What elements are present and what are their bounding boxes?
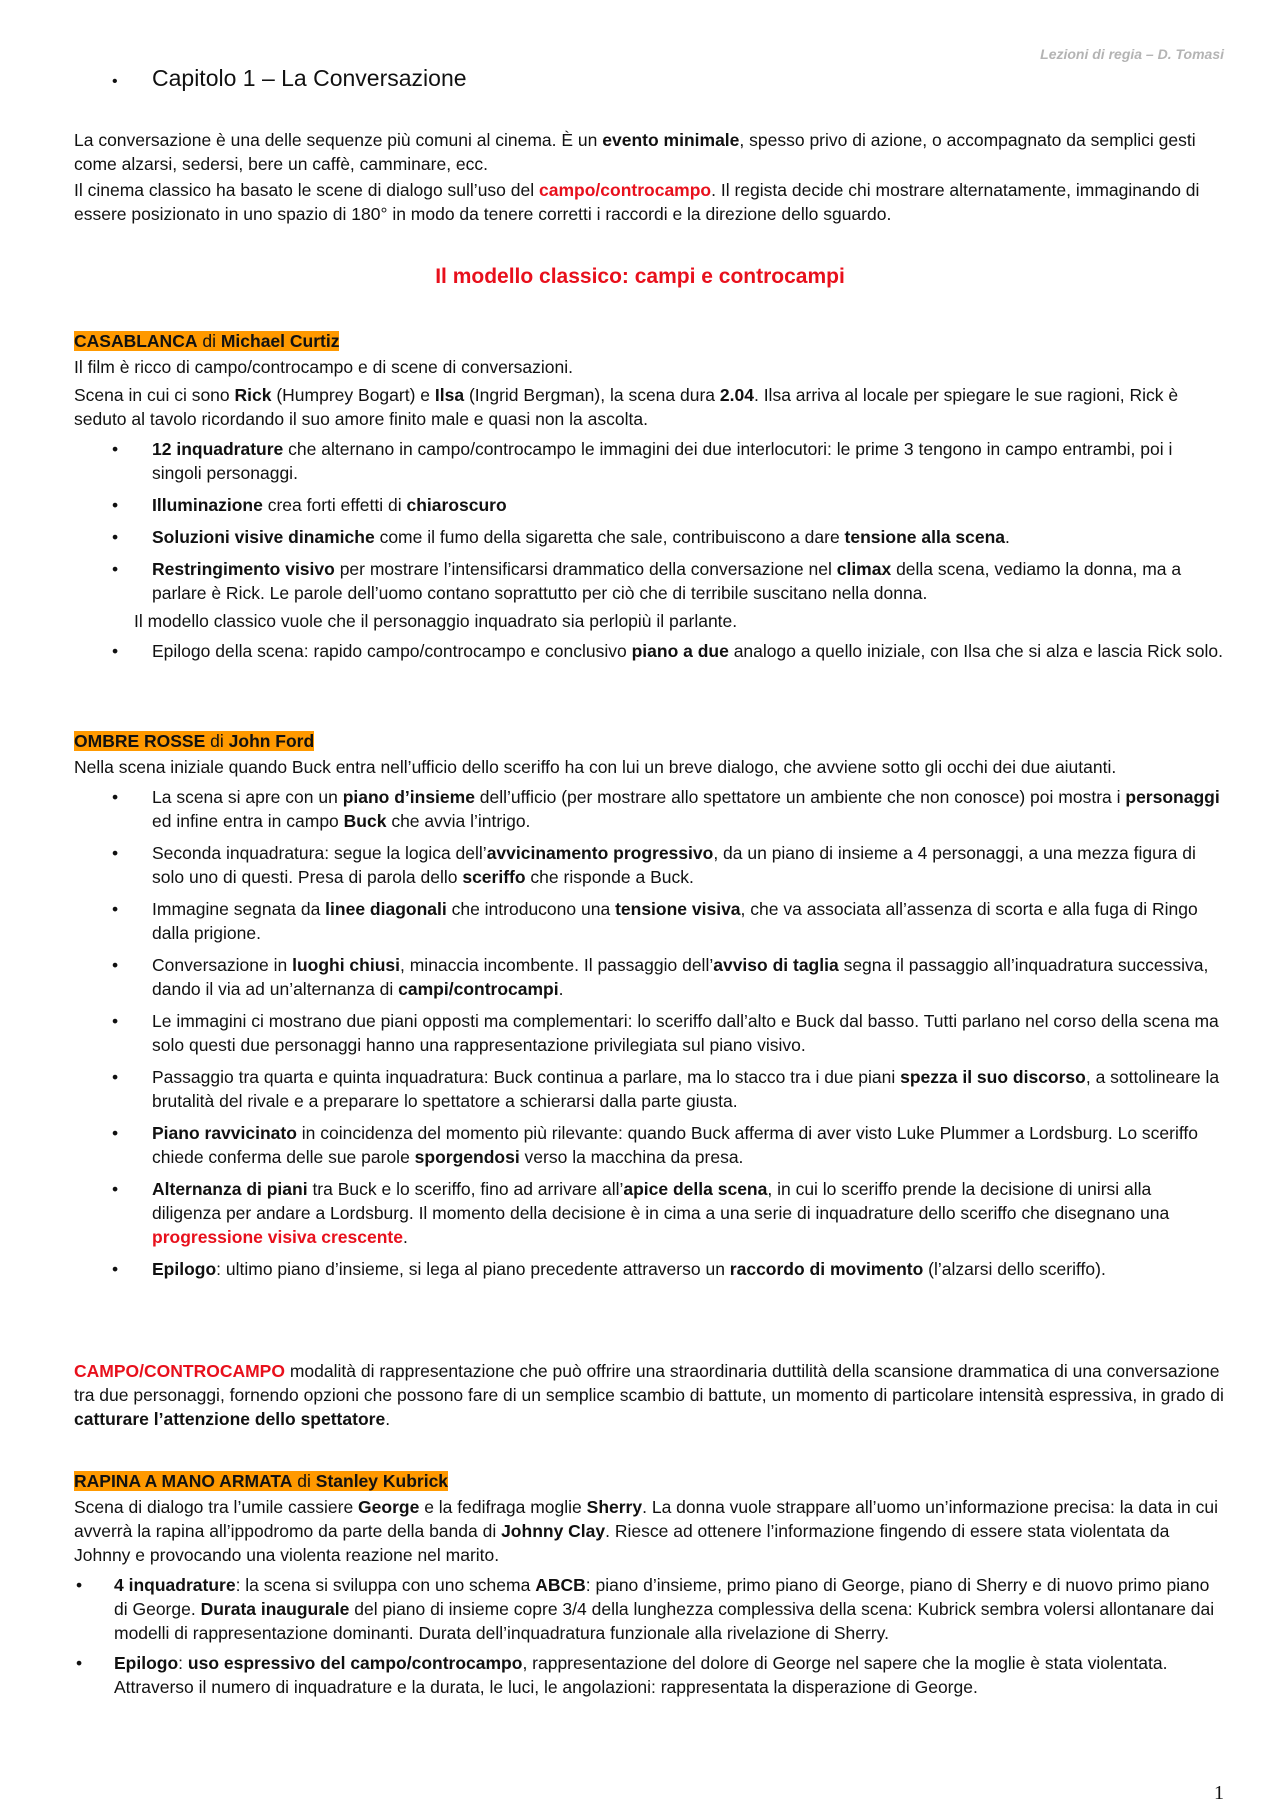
text-run: , spesso privo di azione, o accompagnato da semplici gesti come alzarsi, sedersi, bere un caffè, camminare, ecc. [74, 130, 1196, 174]
list-item [74, 525, 1224, 549]
text-run: John Ford [228, 731, 315, 751]
text-run: Nella scena iniziale quando Buck entra nell’ufficio dello sceriffo ha con lui un breve dialogo, che avviene sotto gli occhi dei due aiutanti. [74, 757, 1117, 777]
text-run: Michael Curtiz [220, 331, 340, 351]
list-item-text: ABCB [535, 1575, 586, 1595]
text-run: . Riesce ad ottenere l’informazione fingendo di essere stata violentata da Johnny e provocando una violenta reazione nel marito. [74, 1521, 1170, 1565]
list-item-text: . [1005, 527, 1010, 547]
text-run: di [205, 731, 229, 751]
list-item-text: campi/controcampi [398, 979, 559, 999]
list-item-text: : piano d’insieme, primo piano di George, piano di Sherry e di nuovo primo piano di George. [114, 1575, 1210, 1619]
text-run: CAMPO/CONTROCAMPO [74, 1361, 285, 1381]
text-run: di [197, 331, 221, 351]
list-item-text: , da un piano di insieme a 4 personaggi, a una mezza figura di solo uno di questi. Presa di parola dello [152, 843, 1196, 887]
list-item-text: , in cui lo sceriffo prende la decisione di unirsi alla diligenza per andare a Lordsburg. Il momento della decisione è in cima a una serie di inquadrature dello sceriffo che disegnano una [152, 1179, 1170, 1223]
list-item-text: linee diagonali [325, 899, 447, 919]
text-run: RAPINA A MANO ARMATA [74, 1471, 293, 1491]
text-run: catturare l’attenzione dello spettatore [74, 1409, 386, 1429]
list-item-text: in coincidenza del momento più rilevante: quando Buck afferma di aver visto Luke Plummer a Lordsburg. Lo sceriffo chiede conferma delle sue parole [152, 1123, 1199, 1167]
list-item-text: avvicinamento progressivo [486, 843, 714, 863]
text-run: e la fedifraga moglie [419, 1497, 587, 1517]
text-run: evento minimale [602, 130, 740, 150]
list-item-text: Epilogo [114, 1653, 179, 1673]
section-title: Il modello classico: campi e controcampi [435, 265, 845, 288]
list-item [74, 841, 1224, 889]
list-item-text: sporgendosi [414, 1147, 520, 1167]
list-item-text: Buck [343, 811, 387, 831]
intro-paragraph-1 [74, 128, 1224, 176]
list-item-text: piano a due [631, 641, 729, 661]
rapina-section [74, 1469, 1224, 1705]
list-item-text: , rappresentazione del dolore di George nel sapere che la moglie è stata violentata. Attraverso il numero di inquadrature e la durata, le luci, le angolazioni: rappresentata la disperazione di George. [114, 1653, 1168, 1697]
list-item-text: Seconda inquadratura: segue la logica dell’ [152, 843, 487, 863]
casablanca-bullet-list-2 [74, 639, 1224, 663]
text-run: Scena in cui ci sono [74, 385, 235, 405]
list-item-text: 12 inquadrature [152, 439, 284, 459]
casablanca-heading-text [74, 331, 339, 351]
text-run: George [358, 1497, 420, 1517]
list-item [74, 557, 1224, 605]
text-run: Il cinema classico ha basato le scene di dialogo sull’uso del [74, 180, 539, 200]
list-item-text: che avvia l’intrigo. [386, 811, 531, 831]
rapina-heading-text [74, 1471, 448, 1491]
text-run: (Humprey Bogart) e [271, 385, 435, 405]
list-item-text: chiaroscuro [406, 495, 507, 515]
text-run: 2.04 [719, 385, 754, 405]
list-item-text: . [402, 1227, 408, 1247]
list-item [74, 1065, 1224, 1113]
text-run: . Ilsa arriva al locale per spiegare le sue ragioni, Rick è seduto al tavolo ricordando il suo amore finito male e quasi non la ascolta. [74, 385, 1179, 429]
list-item-text: ed infine entra in campo [152, 811, 344, 831]
list-item-text: progressione visiva crescente [152, 1227, 403, 1247]
list-item [74, 953, 1224, 1001]
casablanca-paragraph-1 [74, 355, 1224, 379]
list-item-text: Conversazione in [152, 955, 293, 975]
list-item-text: che alternano in campo/controcampo le immagini dei due interlocutori: le prime 3 tengono in campo entrambi, poi i singoli personaggi. [152, 439, 1173, 483]
text-run: di [292, 1471, 316, 1491]
campo-controcampo-definition [74, 1359, 1224, 1431]
list-item-text: sceriffo [462, 867, 526, 887]
casablanca-section [74, 329, 1224, 671]
list-item [74, 785, 1224, 833]
list-item-text: che risponde a Buck. [525, 867, 694, 887]
list-item-text: segna il passaggio all’inquadratura successiva, dando il via ad un’alternanza di [152, 955, 1209, 999]
list-item-text: Passaggio tra quarta e quinta inquadratura: Buck continua a parlare, ma lo stacco tra i due piani [152, 1067, 901, 1087]
page-number: 1 [1214, 1782, 1224, 1804]
text-run: La conversazione è una delle sequenze più comuni al cinema. È un [74, 130, 603, 150]
list-item-text: crea forti effetti di [262, 495, 407, 515]
list-item-text: Epilogo [152, 1259, 217, 1279]
list-item-text: , a sottolineare la brutalità del rivale e a preparare lo spettatore a schierarsi dalla parte giusta. [152, 1067, 1220, 1111]
list-item-text: apice della scena [623, 1179, 768, 1199]
campo-definition-paragraph [74, 1359, 1224, 1431]
text-run: Rick [234, 385, 272, 405]
list-item-text: per mostrare l’intensificarsi drammatico della conversazione nel [334, 559, 837, 579]
text-run: (Ingrid Bergman), la scena dura [464, 385, 720, 405]
text-run: CASABLANCA [74, 331, 198, 351]
list-item-text: raccordo di movimento [729, 1259, 924, 1279]
list-item [74, 493, 1224, 517]
list-item-text: personaggi [1125, 787, 1220, 807]
text-run: Johnny Clay [501, 1521, 606, 1541]
text-run: Sherry [586, 1497, 643, 1517]
list-item-text: del piano di insieme copre 3/4 della lunghezza complessiva della scena: Kubrick sembra volersi allontanare dai modelli di rappresentazione dominanti. Durata dell’inquadratura funzionale alla rivelazione di Sherry. [114, 1599, 1215, 1643]
list-item [74, 437, 1224, 485]
list-item-text: : la scena si sviluppa con uno schema [235, 1575, 536, 1595]
list-item [74, 1009, 1224, 1057]
bullet-icon: • [112, 73, 118, 90]
ombre-heading [74, 729, 1224, 753]
list-item-text: Durata inaugurale [200, 1599, 350, 1619]
list-item [74, 1121, 1224, 1169]
text-run: Stanley Kubrick [315, 1471, 449, 1491]
rapina-heading [74, 1469, 1224, 1493]
rapina-paragraph-1 [74, 1495, 1224, 1567]
intro-paragraph-2 [74, 178, 1224, 226]
list-item-text: : ultimo piano d’insieme, si lega al piano precedente attraverso un [216, 1259, 730, 1279]
text-run: Scena di dialogo tra l’umile cassiere [74, 1497, 359, 1517]
list-item-text: . [558, 979, 564, 999]
ombre-heading-text [74, 731, 314, 751]
list-item-text: (l’alzarsi dello sceriffo). [923, 1259, 1106, 1279]
list-item-text: 4 inquadrature [114, 1575, 236, 1595]
list-item-text: piano d’insieme [342, 787, 475, 807]
list-item-text: Epilogo della scena: rapido campo/controcampo e conclusivo [152, 641, 632, 661]
list-item [74, 1177, 1224, 1249]
list-item-text: Illuminazione [152, 495, 263, 515]
running-header: Lezioni di regia – D. Tomasi [1040, 46, 1224, 62]
text-run: modalità di rappresentazione che può offrire una straordinaria duttilità della scansione drammatica di una conversazione tra due personaggi, fornendo opzioni che possono fare di un semplice scambio di battute, un momento di particolare intensità espressiva, in grado di [74, 1361, 1224, 1405]
list-item [74, 639, 1224, 663]
list-item-text: come il fumo della sigaretta che sale, contribuiscono a dare [374, 527, 845, 547]
list-item-text: Soluzioni visive dinamiche [152, 527, 375, 547]
list-item-text: verso la macchina da presa. [519, 1147, 744, 1167]
list-item-text: tensione alla scena [844, 527, 1006, 547]
ombre-rosse-section [74, 729, 1224, 1289]
text-run: Il film è ricco di campo/controcampo e di scene di conversazioni. [74, 357, 573, 377]
list-item [74, 1573, 1224, 1645]
text-run: OMBRE ROSSE [74, 731, 206, 751]
list-item-text: uso espressivo del campo/controcampo [187, 1653, 523, 1673]
list-item-text: avviso di taglia [713, 955, 839, 975]
list-item-text: Restringimento visivo [152, 559, 335, 579]
list-item-text: luoghi chiusi [292, 955, 400, 975]
rapina-bullet-list [74, 1573, 1224, 1699]
chapter-title: Capitolo 1 – La Conversazione [152, 65, 467, 91]
casablanca-paragraph-2 [74, 383, 1224, 431]
ombre-bullet-list [74, 785, 1224, 1281]
list-item-text: Alternanza di piani [152, 1179, 308, 1199]
list-item-text: Piano ravvicinato [152, 1123, 297, 1143]
text-run: . Il regista decide chi mostrare alternatamente, immaginando di essere posizionato in uno spazio di 180° in modo da tenere corretti i raccordi e la direzione dello sguardo. [74, 180, 1200, 224]
ombre-paragraph-1 [74, 755, 1224, 779]
text-run: . [385, 1409, 391, 1429]
casablanca-bullet-list [74, 437, 1224, 605]
intro-section [74, 128, 1224, 226]
text-run: . La donna vuole strappare all’uomo un’informazione precisa: la data in cui avverrà la rapina all’ippodromo da parte della banda di [74, 1497, 1219, 1541]
list-item-text: , che va associata all’assenza di scorta e alla fuga di Ringo dalla prigione. [152, 899, 1198, 943]
list-item-text: della scena, vediamo la donna, ma a parlare è Rick. Le parole dell’uomo contano soprattutto per ciò che di terribile suscitano nella donna. [152, 559, 1182, 603]
casablanca-note: Il modello classico vuole che il personaggio inquadrato sia perlopiù il parlante. [134, 611, 738, 631]
casablanca-heading [74, 329, 1224, 353]
list-item [74, 1257, 1224, 1281]
list-item-text: tra Buck e lo sceriffo, fino ad arrivare all’ [307, 1179, 624, 1199]
list-item-text: Immagine segnata da [152, 899, 326, 919]
list-item-text: che introducono una [446, 899, 616, 919]
text-run: campo/controcampo [539, 180, 712, 200]
list-item-text: : [178, 1653, 188, 1673]
list-item-text: tensione visiva [615, 899, 741, 919]
list-item-text: spezza il suo discorso [900, 1067, 1086, 1087]
text-run: Ilsa [434, 385, 465, 405]
list-item-text: dell’ufficio (per mostrare allo spettatore un ambiente che non conosce) poi mostra i [474, 787, 1126, 807]
list-item-text: La scena si apre con un [152, 787, 343, 807]
list-item-text: Le immagini ci mostrano due piani opposti ma complementari: lo sceriffo dall’alto e Buck dal basso. Tutti parlano nel corso della scena ma solo questi due personaggi hanno una rappresentazione privilegiata sul piano visivo. [152, 1011, 1219, 1055]
list-item-text: analogo a quello iniziale, con Ilsa che si alza e lascia Rick solo. [728, 641, 1223, 661]
list-item [74, 897, 1224, 945]
list-item-text: , minaccia incombente. Il passaggio dell’ [400, 955, 714, 975]
list-item [74, 1651, 1224, 1699]
list-item-text: climax [836, 559, 892, 579]
